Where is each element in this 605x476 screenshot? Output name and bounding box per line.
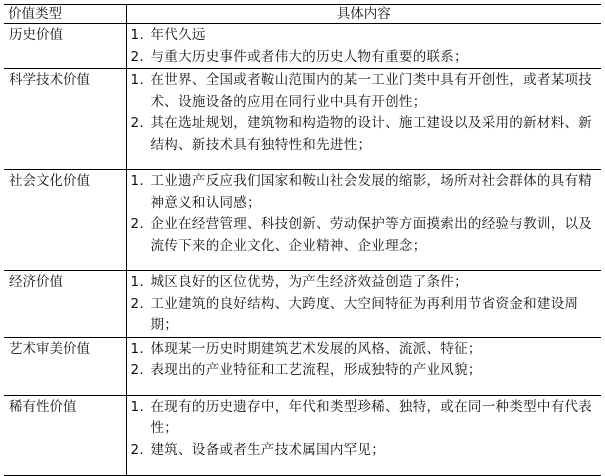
- list-item: 1. 年代久远: [130, 27, 206, 43]
- list-item: 2. 建筑、设备或者生产技术属国内罕见；: [130, 441, 386, 458]
- list-item: 2. 其在选址规划，建筑物和构造物的设计、施工建设以及采用的新材料、新结构、新技术具有独特性和先进性；: [130, 115, 593, 153]
- header-value-type: 价值类型: [4, 5, 126, 24]
- table-row: [4, 69, 601, 170]
- row-content: [126, 24, 601, 69]
- row-content: [126, 395, 601, 475]
- table-row: [4, 271, 601, 338]
- list-item: 1. 在世界、全国或者鞍山范围内的某一工业门类中具有开创性，或者某项技术、设施设备的应用在同行业中具有开创性；: [130, 72, 593, 110]
- table-row: [4, 170, 601, 271]
- table-row: [4, 337, 601, 395]
- row-type: 稀有性价值: [4, 395, 126, 475]
- list-item: 2. 表现出的产业特征和工艺流程，形成独特的产业风貌；: [130, 362, 482, 378]
- list-item: 1. 工业遗产反应我们国家和鞍山社会发展的缩影，场所对社会群体的具有精神意义和认同感；: [130, 173, 593, 211]
- list-item: 1. 体现某一历史时期建筑艺术发展的风格、流派、特征；: [130, 340, 482, 357]
- table-row: [4, 24, 601, 69]
- row-type: 历史价值: [4, 24, 126, 69]
- row-type: 科学技术价值: [4, 69, 126, 170]
- row-type: 经济价值: [4, 271, 126, 338]
- table-header-row: [4, 5, 601, 24]
- list-item: 2. 与重大历史事件或者伟大的历史人物有重要的联系；: [130, 48, 468, 65]
- header-content: 具体内容: [126, 5, 601, 24]
- list-item: 1. 在现有的历史遗存中，年代和类型珍稀、独特，或在同一种类型中有代表性；: [130, 398, 593, 436]
- value-type-table: [4, 4, 601, 476]
- row-content: [126, 170, 601, 271]
- row-content: [126, 69, 601, 170]
- list-item: 2. 工业建筑的良好结构、大跨度、大空间特征为再利用节省资金和建设周期；: [130, 295, 579, 333]
- row-type: 艺术审美价值: [4, 337, 126, 395]
- row-content: [126, 337, 601, 395]
- table-row: [4, 395, 601, 475]
- row-content: [126, 271, 601, 338]
- list-item: 2. 企业在经营管理、科技创新、劳动保护等方面摸索出的经验与教训，以及流传下来的企业文化、企业精神、企业理念；: [130, 216, 593, 254]
- list-item: 1. 城区良好的区位优势，为产生经济效益创造了条件；: [130, 274, 468, 290]
- row-type: 社会文化价值: [4, 170, 126, 271]
